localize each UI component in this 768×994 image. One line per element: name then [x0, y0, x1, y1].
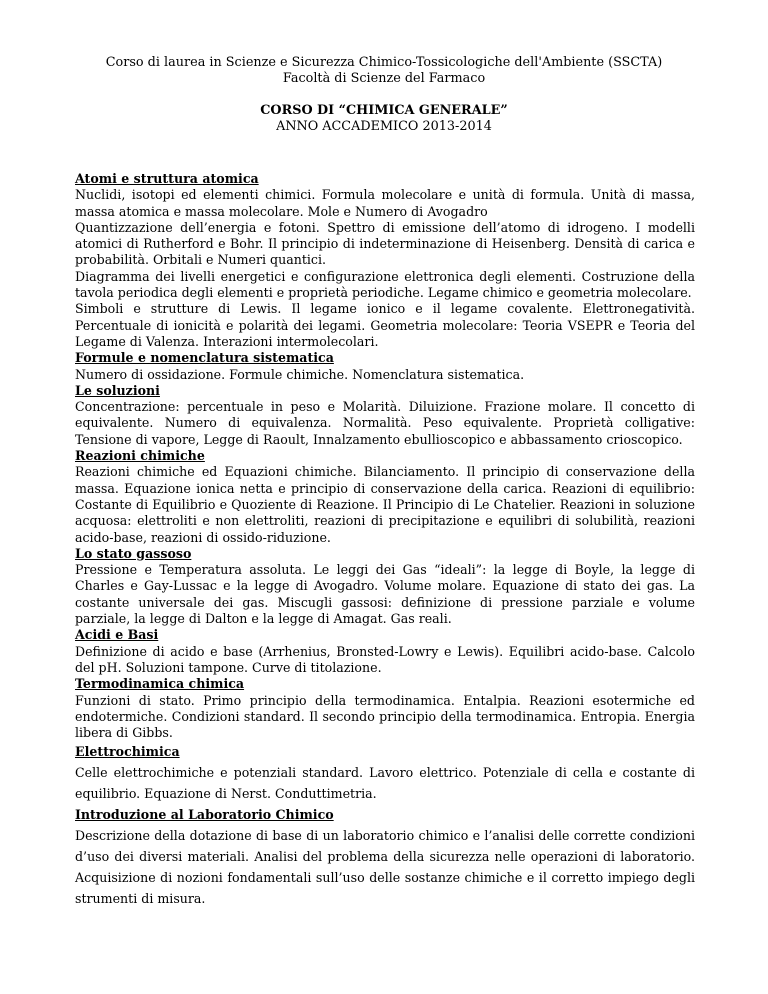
degree-course-line: Corso di laurea in Scienze e Sicurezza Chimico-Tossicologiche dell'Ambiente (SSCTA) — [105, 55, 663, 70]
section-paragraph: Celle elettrochimiche e potenziali standard. Lavoro elettrico. Potenziale di cella e costante di equilibrio. Equazione di Nerst. Conduttimetria. — [75, 765, 695, 802]
academic-year: ANNO ACCADEMICO 2013-2014 — [276, 119, 492, 134]
section-paragraph: Diagramma dei livelli energetici e configurazione elettronica degli elementi. Costruzione della tavola periodica degli elementi e proprietà periodiche. Legame chimico e geometria molecolare. — [75, 268, 695, 301]
section-paragraph: Numero di ossidazione. Formule chimiche. Nomenclatura sistematica. — [75, 366, 525, 382]
section-paragraph: Simboli e strutture di Lewis. Il legame ionico e il legame covalente. Elettronegatività. Percentuale di ionicità e polarità dei legami. Geometria molecolare: Teoria VSEPR e Teoria del Legame di Valenza. Interazioni intermolecolari. — [75, 301, 695, 349]
section-paragraph: Concentrazione: percentuale in peso e Molarità. Diluizione. Frazione molare. Il concetto di equivalente. Numero di equivalenza. Normalità. Peso equivalente. Proprietà colligative: Tensione di vapore, Legge di Raoult, Innalzamento ebullioscopico e abbassamento crioscopico. — [75, 399, 695, 447]
section-title: Elettrochimica — [75, 744, 180, 760]
section-paragraph: Nuclidi, isotopi ed elementi chimici. Formula molecolare e unità di formula. Unità di massa, massa atomica e massa molecolare. Mole e Numero di Avogadro — [75, 187, 695, 219]
faculty-line: Facoltà di Scienze del Farmaco — [282, 71, 486, 86]
section-title: Le soluzioni — [75, 382, 160, 398]
section-title: Formule e nomenclatura sistematica — [75, 350, 334, 366]
section-title: Atomi e struttura atomica — [75, 171, 259, 186]
section-title: Reazioni chimiche — [75, 448, 205, 464]
section-paragraph: Reazioni chimiche ed Equazioni chimiche. Bilanciamento. Il principio di conservazione della massa. Equazione ionica netta e principio di conservazione della carica. Reazioni di equilibrio: Costante di Equilibrio e Quoziente di Reazione. Il Principio di Le Chatelier. Reazioni in soluzione acquosa: elettroliti e non elettroliti, reazioni di precipitazione e equilibri di solubilità, reazioni acido-base, reazioni di ossido-riduzione. — [75, 464, 695, 545]
section-paragraph: Descrizione della dotazione di base di un laboratorio chimico e l’analisi delle corrette condizioni d’uso dei diversi materiali. Analisi del problema della sicurezza nelle operazioni di laboratorio. Acquisizione di nozioni fondamentali sull’uso delle sostanze chimiche e il corretto impiego degli strumenti di misura. — [75, 828, 695, 907]
section-paragraph: Definizione di acido e base (Arrhenius, Bronsted-Lowry e Lewis). Equilibri acido-base. Calcolo del pH. Soluzioni tampone. Curve di titolazione. — [75, 643, 695, 675]
section-title: Lo stato gassoso — [75, 545, 192, 561]
section-title: Termodinamica chimica — [75, 676, 245, 692]
section-title: Acidi e Basi — [75, 627, 159, 643]
syllabus-content — [75, 171, 695, 909]
section-paragraph: Pressione e Temperatura assoluta. Le leggi dei Gas “ideali”: la legge di Boyle, la legge di Charles e Gay-Lussac e la legge di Avogadro. Volume molare. Equazione di stato dei gas. La costante universale dei gas. Miscugli gassosi: definizione di pressione parziale e volume parziale, la legge di Dalton e la legge di Amagat. Gas reali. — [75, 562, 695, 627]
course-title: CORSO DI “CHIMICA GENERALE” — [260, 103, 508, 118]
section-title: Introduzione al Laboratorio Chimico — [75, 807, 334, 823]
section-paragraph: Quantizzazione dell’energia e fotoni. Spettro di emissione dell’atomo di idrogeno. I modelli atomici di Rutherford e Bohr. Il principio di indeterminazione di Heisenberg. Densità di carica e probabilità. Orbitali e Numeri quantici. — [75, 219, 695, 268]
section-paragraph: Funzioni di stato. Primo principio della termodinamica. Entalpia. Reazioni esotermiche ed endotermiche. Condizioni standard. Il secondo principio della termodinamica. Entropia. Energia libera di Gibbs. — [75, 692, 695, 741]
